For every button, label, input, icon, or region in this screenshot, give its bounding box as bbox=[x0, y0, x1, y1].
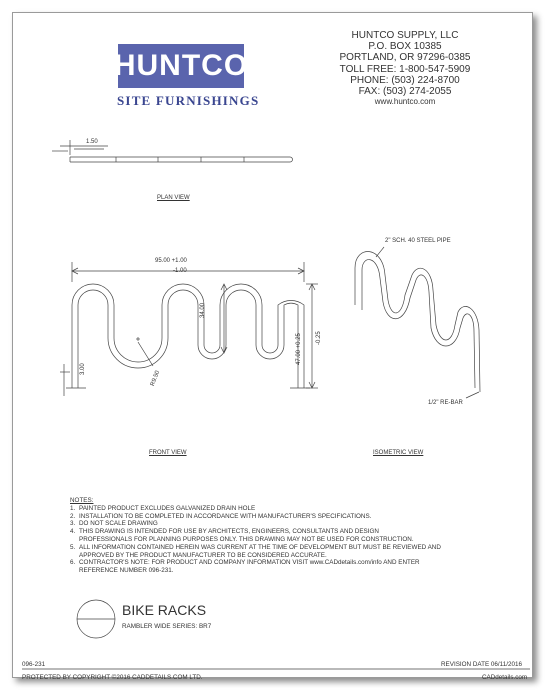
company-name: HUNTCO SUPPLY, LLC bbox=[351, 30, 459, 41]
drawing-subtitle: RAMBLER WIDE SERIES: BR7 bbox=[122, 623, 212, 630]
note-number: 6. bbox=[70, 559, 76, 567]
note-line: PROFESSIONALS FOR PLANNING PURPOSES ONLY. THIS DRAWING MAY NOT BE USED FOR CONSTRUCTION. bbox=[79, 535, 414, 543]
company-fax: FAX: (503) 274-2055 bbox=[358, 86, 452, 98]
company-toll-free: TOLL FREE: 1-800-547-5909 bbox=[339, 63, 471, 75]
note-line: REFERENCE NUMBER 096-231. bbox=[79, 567, 174, 575]
front-width-dim: 95.00 +1.00 bbox=[155, 258, 187, 264]
front-view-drawing bbox=[60, 262, 318, 396]
note-number: 5. bbox=[70, 543, 76, 551]
revision-date: REVISION DATE 06/11/2016 bbox=[441, 661, 522, 668]
caddetails-link[interactable]: CADdetails.com bbox=[482, 674, 528, 681]
note-line: INSTALLATION TO BE COMPLETED IN ACCORDANCE WITH MANUFACTURER'S SPECIFICATIONS. bbox=[79, 512, 372, 520]
logo-tagline: SITE FURNISHINGS bbox=[117, 93, 260, 108]
company-po-box: P.O. BOX 10385 bbox=[368, 41, 442, 53]
isometric-view-drawing bbox=[355, 247, 480, 398]
note-line: CONTRACTOR'S NOTE: FOR PRODUCT AND COMPANY INFORMATION VISIT www.CADdetails.com/info AND ENTER bbox=[79, 559, 420, 567]
notes-title: NOTES: bbox=[70, 497, 94, 504]
front-view-label: FRONT VIEW bbox=[149, 450, 187, 456]
huntco-logo: HUNTCO bbox=[118, 44, 244, 88]
company-city: PORTLAND, OR 97296-0385 bbox=[339, 52, 471, 64]
company-phone: PHONE: (503) 224-8700 bbox=[350, 74, 460, 86]
notes-section bbox=[70, 497, 441, 575]
rebar-callout: 1/2" RE-BAR bbox=[428, 400, 463, 406]
note-line: PAINTED PRODUCT EXCLUDES GALVANIZED DRAIN HOLE bbox=[79, 504, 256, 512]
copyright-notice: PROTECTED BY COPYRIGHT ©2016 CADDETAILS.COM LTD. bbox=[22, 674, 203, 681]
drawing-title: BIKE RACKS bbox=[122, 602, 207, 618]
front-width-tolerance: -1.00 bbox=[173, 268, 187, 274]
note-number: 4. bbox=[70, 528, 76, 536]
company-website: www.huntco.com bbox=[374, 97, 436, 107]
plan-view-label: PLAN VIEW bbox=[157, 195, 190, 201]
note-line: DO NOT SCALE DRAWING bbox=[79, 520, 158, 528]
note-number: 3. bbox=[70, 520, 76, 528]
note-line: ALL INFORMATION CONTAINED HEREIN WAS CURRENT AT THE TIME OF DEVELOPMENT BUT MUST BE REVIEWED AND bbox=[79, 543, 441, 551]
note-number: 1. bbox=[70, 504, 76, 512]
front-overall-tolerance: -0.25 bbox=[316, 331, 322, 345]
front-embed-dim: 3.00 bbox=[80, 363, 86, 375]
note-line: THIS DRAWING IS INTENDED FOR USE BY ARCHITECTS, ENGINEERS, CONSULTANTS AND DESIGN bbox=[79, 528, 379, 536]
front-radius-dim: R9.50 bbox=[150, 369, 162, 388]
reference-number: 096-231 bbox=[22, 661, 46, 668]
isometric-view-label: ISOMETRIC VIEW bbox=[373, 450, 424, 456]
front-height-dim: 34.00 bbox=[200, 302, 206, 318]
front-overall-dim: 47.00 +0.25 bbox=[296, 333, 302, 365]
plan-dim-label: 1.50 bbox=[86, 139, 98, 145]
note-line: APPROVED BY THE PRODUCT MANUFACTURER TO BE CONSIDERED ACCURATE. bbox=[79, 551, 327, 559]
title-block-symbol bbox=[77, 600, 115, 638]
pipe-callout: 2" SCH. 40 STEEL PIPE bbox=[385, 238, 451, 244]
note-number: 2. bbox=[70, 512, 76, 520]
